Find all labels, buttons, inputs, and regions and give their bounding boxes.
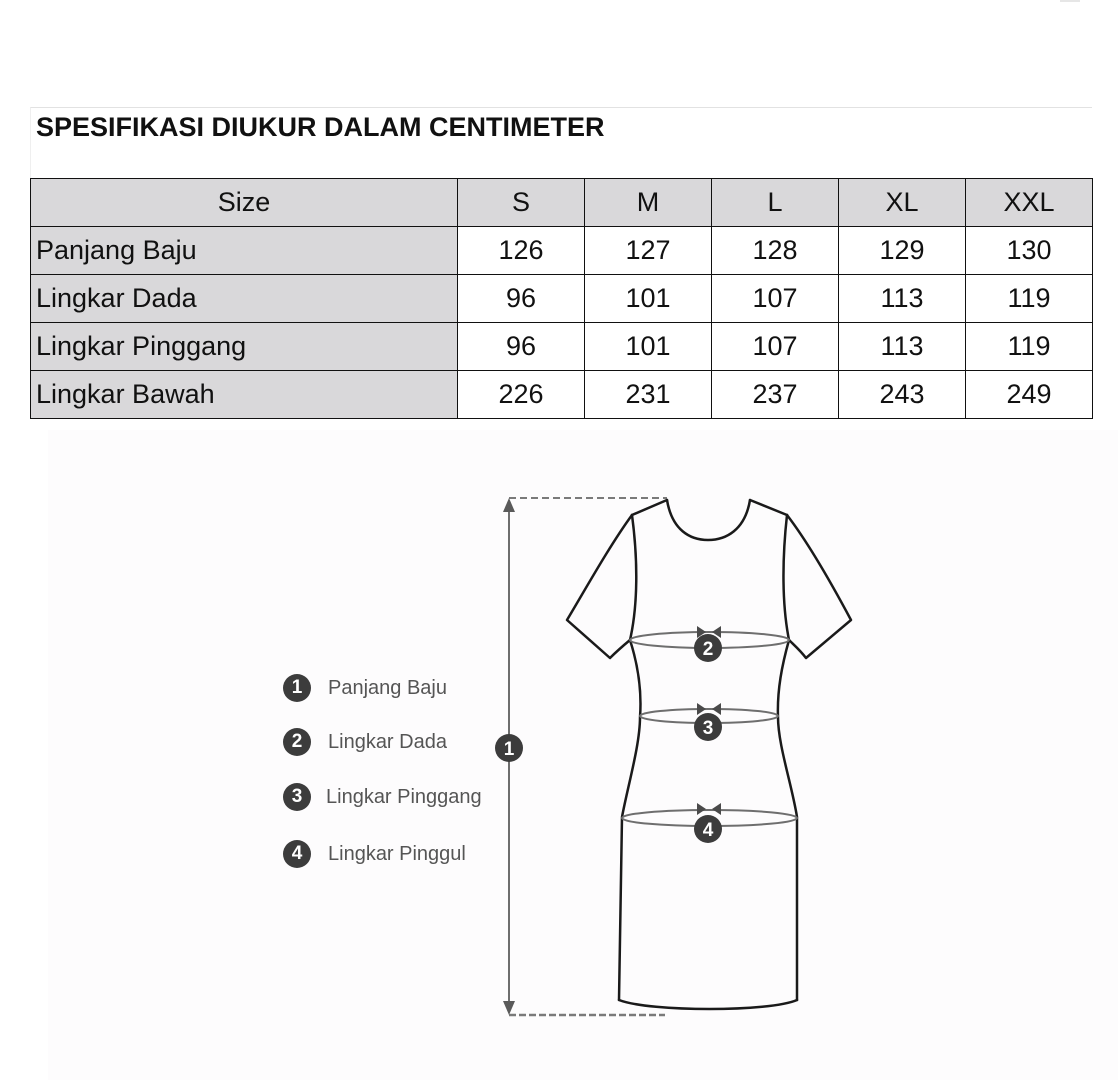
svg-text:1: 1 bbox=[503, 739, 515, 760]
length-guide-lines bbox=[509, 498, 667, 1015]
table-cell: 249 bbox=[966, 371, 1093, 419]
header-size-s: S bbox=[458, 179, 585, 227]
header-size-label: Size bbox=[31, 179, 458, 227]
table-cell: 101 bbox=[585, 323, 712, 371]
row-label-lingkar-bawah: Lingkar Bawah bbox=[31, 371, 458, 419]
table-cell: 113 bbox=[839, 323, 966, 371]
table-cell: 130 bbox=[966, 227, 1093, 275]
number-badge-icon: 1 bbox=[283, 674, 311, 702]
legend-label: Lingkar Pinggang bbox=[326, 785, 482, 808]
row-label-lingkar-dada: Lingkar Dada bbox=[31, 275, 458, 323]
badge-length-icon bbox=[495, 734, 523, 762]
dress-outline bbox=[567, 500, 851, 1009]
table-cell: 126 bbox=[458, 227, 585, 275]
svg-text:2: 2 bbox=[702, 639, 714, 660]
row-label-panjang-baju: Panjang Baju bbox=[31, 227, 458, 275]
table-cell: 128 bbox=[712, 227, 839, 275]
table-cell: 243 bbox=[839, 371, 966, 419]
legend-label: Lingkar Dada bbox=[328, 730, 447, 753]
table-cell: 237 bbox=[712, 371, 839, 419]
legend-label: Panjang Baju bbox=[328, 676, 447, 699]
number-badge-icon: 2 bbox=[283, 728, 311, 756]
legend-item-lingkar-dada bbox=[283, 727, 447, 757]
svg-text:3: 3 bbox=[702, 718, 714, 739]
badge-waist-icon bbox=[694, 713, 722, 741]
table-cell: 119 bbox=[966, 275, 1093, 323]
header-size-xxl: XXL bbox=[966, 179, 1093, 227]
header-size-l: L bbox=[712, 179, 839, 227]
table-cell: 107 bbox=[712, 275, 839, 323]
table-cell: 226 bbox=[458, 371, 585, 419]
table-cell: 96 bbox=[458, 323, 585, 371]
legend-item-panjang-baju bbox=[283, 673, 447, 703]
header-size-m: M bbox=[585, 179, 712, 227]
table-cell: 101 bbox=[585, 275, 712, 323]
table-cell: 119 bbox=[966, 323, 1093, 371]
table-cell: 96 bbox=[458, 275, 585, 323]
badge-hip-icon bbox=[694, 815, 722, 843]
table-cell: 231 bbox=[585, 371, 712, 419]
header-size-xl: XL bbox=[839, 179, 966, 227]
svg-text:4: 4 bbox=[702, 820, 714, 841]
table-cell: 127 bbox=[585, 227, 712, 275]
number-badge-icon: 4 bbox=[283, 840, 311, 868]
legend-item-lingkar-pinggang bbox=[283, 782, 482, 812]
page-title: SPESIFIKASI DIUKUR DALAM CENTIMETER bbox=[36, 112, 605, 142]
table-cell: 107 bbox=[712, 323, 839, 371]
badge-chest-icon bbox=[694, 634, 722, 662]
row-label-lingkar-pinggang: Lingkar Pinggang bbox=[31, 323, 458, 371]
table-cell: 129 bbox=[839, 227, 966, 275]
legend-label: Lingkar Pinggul bbox=[328, 842, 466, 865]
table-cell: 113 bbox=[839, 275, 966, 323]
number-badge-icon: 3 bbox=[283, 783, 311, 811]
legend-item-lingkar-pinggul bbox=[283, 839, 466, 869]
